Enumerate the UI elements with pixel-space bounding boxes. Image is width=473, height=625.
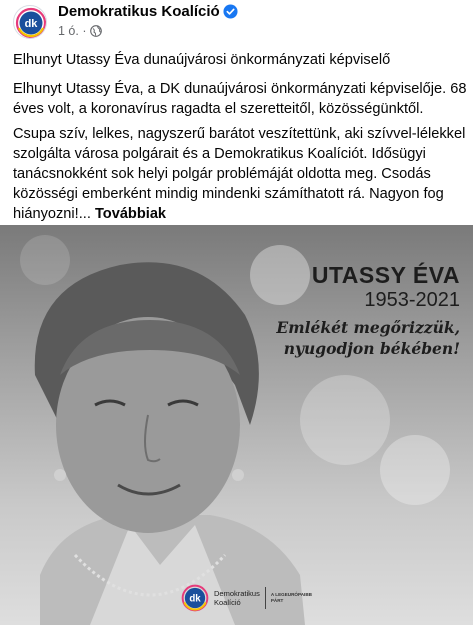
logo-line-1: Demokratikus [214,588,260,598]
see-more-link[interactable]: Továbbiak [94,206,167,222]
bokeh-light [380,435,450,505]
tagline-line-2: PÁRT [270,597,284,603]
post-text-paragraph-2-body: Csupa szív, lelkes, nagyszerű barátot veszítettünk, aki szívvel-lélekkel szolgálta városa polgárait és a Demokratikus Koalíciót. Idősügyi tanácsnokként sok helyi polgár problémáját oldotta meg. Csodás közösségi emberként mindig mindenki számíthatott rá. Nagyon fog hiányozni!... [13,126,466,222]
party-logo [180,580,316,615]
post-time-link[interactable]: 1 ó. · [58,24,87,38]
memorial-years: 1953-2021 [364,289,460,311]
memorial-quote-line-1: Emlékét megőrizzük, [276,318,460,337]
tagline-line-1: A LEGEURÓPAIBB [270,591,312,597]
memorial-quote [240,317,460,359]
dk-logo-icon [180,583,210,613]
portrait-photo [0,225,320,625]
dk-logo-icon [14,6,47,39]
logo-tagline [271,592,312,604]
logo-line-2: Koalíció [214,597,241,607]
page-avatar[interactable] [13,5,47,39]
logo-divider [265,587,266,609]
memorial-quote-line-2: nyugodjon békében! [283,339,460,358]
post-text-paragraph-1: Elhunyt Utassy Éva, a DK dunaújvárosi önkormányzati képviselője. 68 éves volt, a koronavírus ragadta el szeretteitől, közösségünktől. [13,81,467,117]
memorial-name: UTASSY ÉVA [311,262,460,288]
post-meta [58,24,102,38]
post-header [0,0,473,42]
post-text-title: Elhunyt Utassy Éva dunaújvárosi önkormányzati képviselő [13,52,391,68]
page-name-link[interactable]: Demokratikus Koalíció [58,3,220,20]
logo-wordmark [214,589,260,607]
post-image[interactable] [0,225,473,625]
avatar-label: dk [24,18,38,30]
logo-abbr: dk [189,593,201,605]
post-text-paragraph-2 [13,124,468,224]
verified-badge-icon [223,4,238,19]
globe-icon[interactable] [90,25,102,37]
